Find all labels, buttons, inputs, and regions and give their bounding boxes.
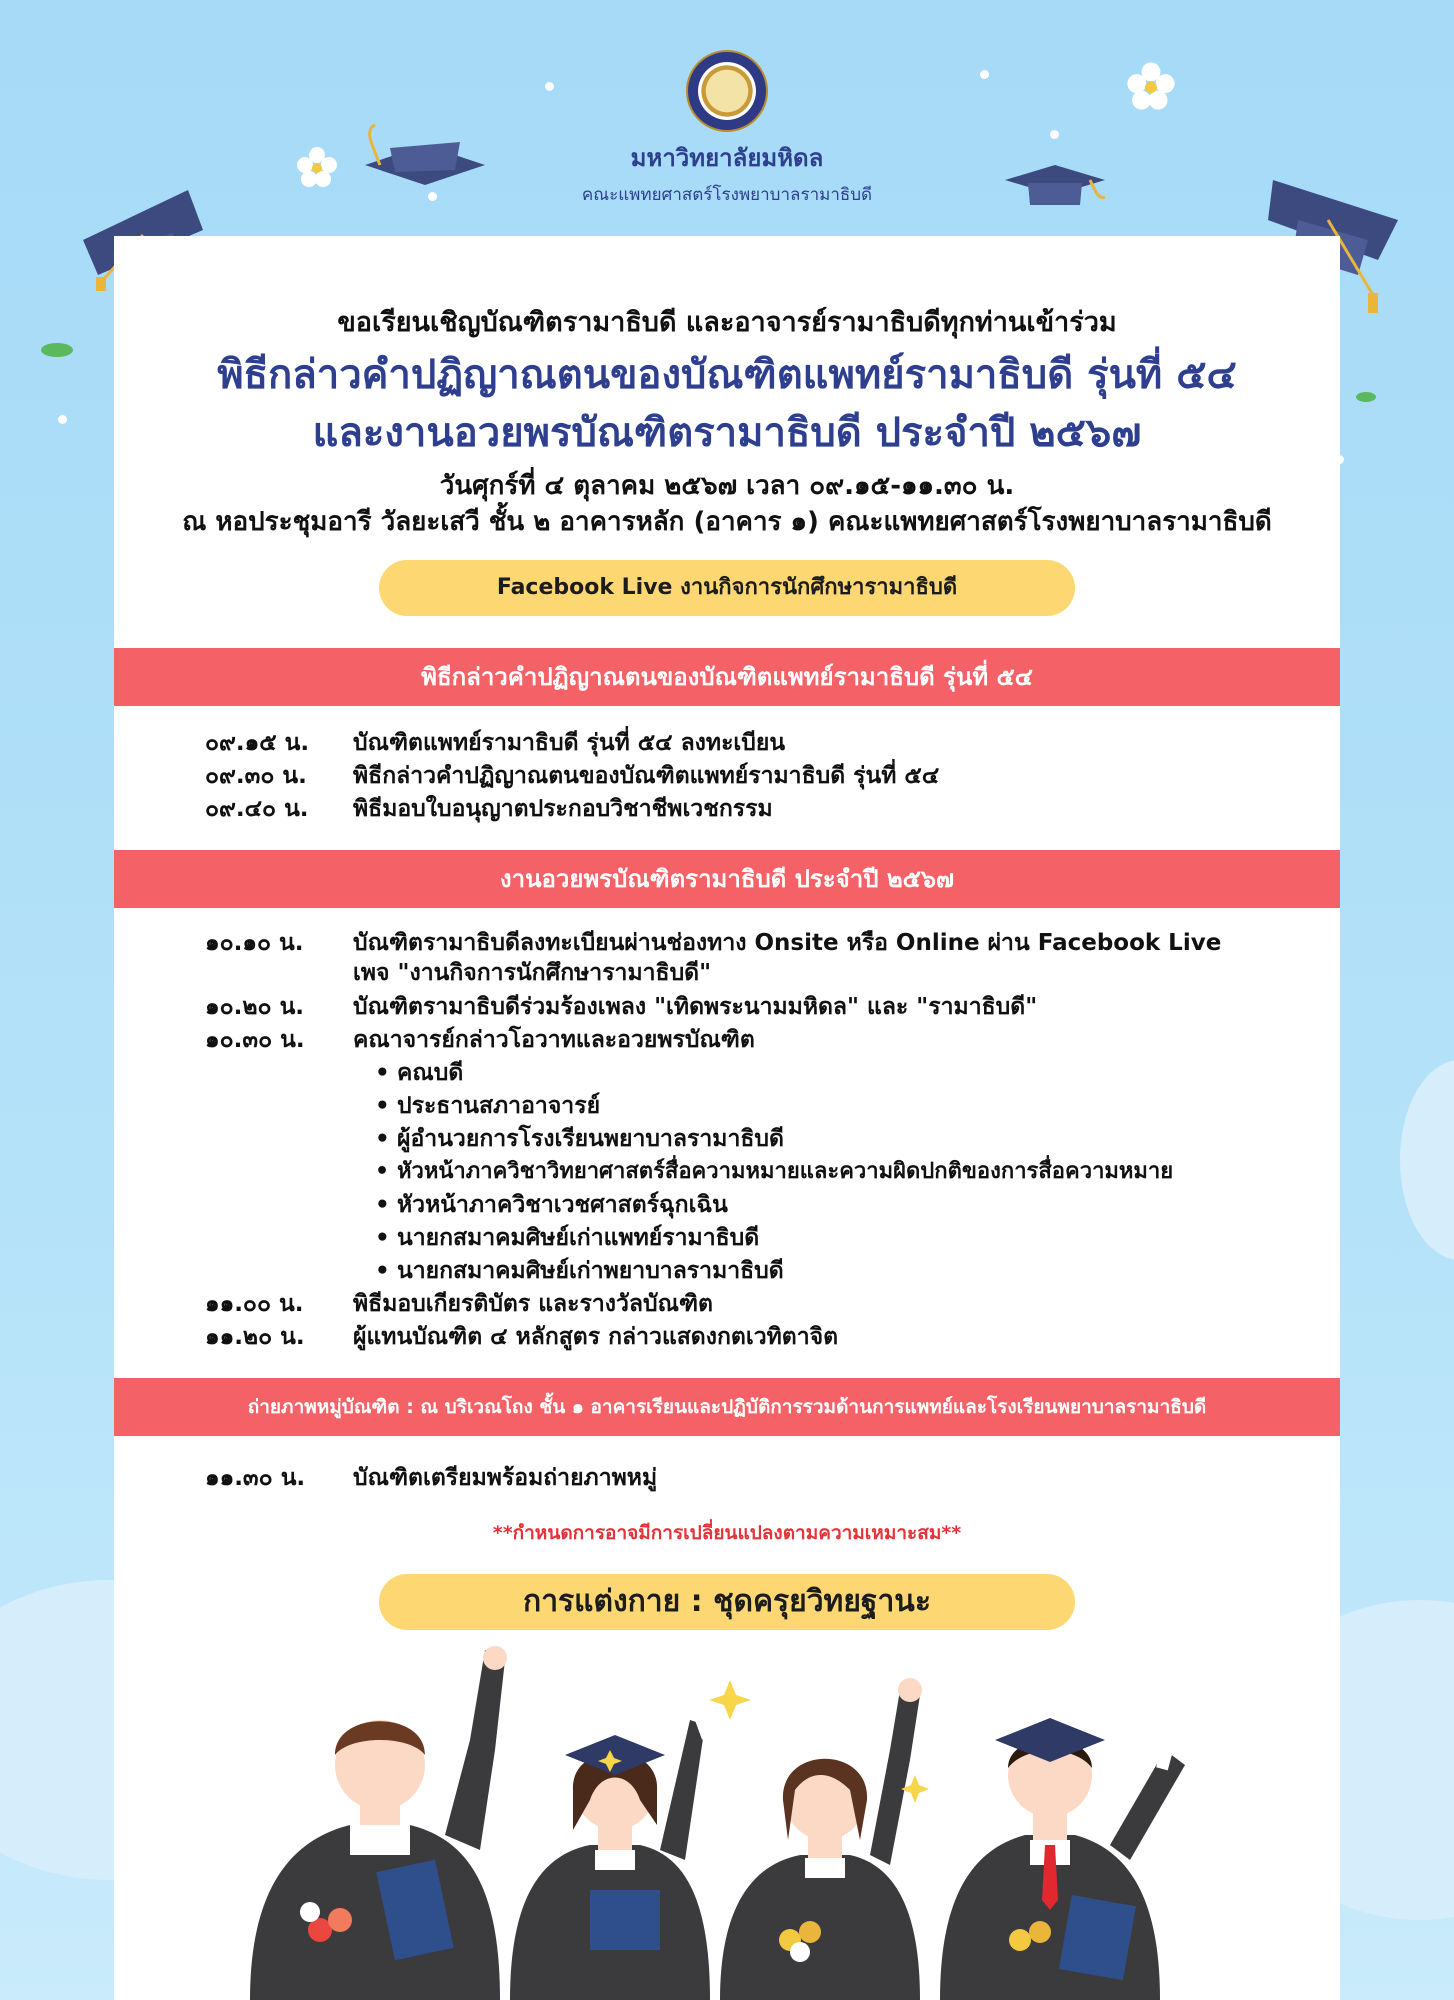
schedule-change-note: **กำหนดการอาจมีการเปลี่ยนแปลงตามความเหมาะสม** [492, 1522, 962, 1544]
speaker-item: • หัวหน้าภาควิชาเวชศาสตร์ฉุกเฉิน [397, 1190, 728, 1220]
graduate-figure [720, 1678, 922, 2000]
schedule-time: ๐๙.๓๐ น. [205, 763, 307, 789]
section-band: งานอวยพรบัณฑิตรามาธิบดี ประจำปี ๒๕๖๗ [114, 850, 1340, 908]
graduates-illustration [230, 1640, 1230, 2000]
title-line-2: และงานอวยพรบัณฑิตรามาธิบดี ประจำปี ๒๕๖๗ [312, 410, 1142, 456]
schedule-desc: พิธีมอบเกียรติบัตร และรางวัลบัณฑิต [353, 1291, 713, 1317]
university-name: มหาวิทยาลัยมหิดล [630, 144, 824, 172]
schedule-desc: พิธีกล่าวคำปฏิญาณตนของบัณฑิตแพทย์รามาธิบดี รุ่นที่ ๕๔ [353, 763, 940, 789]
schedule-time: ๑๐.๒๐ น. [205, 994, 305, 1020]
schedule-row [205, 1025, 1333, 1055]
event-venue: ณ หอประชุมอารี วัลยะเสวี ชั้น ๒ อาคารหลัก (อาคาร ๑) คณะแพทยศาสตร์โรงพยาบาลรามาธิบดี [182, 507, 1272, 537]
schedule-time: ๑๐.๑๐ น. [205, 930, 304, 956]
section-band: พิธีกล่าวคำปฏิญาณตนของบัณฑิตแพทย์รามาธิบดี รุ่นที่ ๕๔ [114, 648, 1340, 706]
schedule-desc: บัณฑิตเตรียมพร้อมถ่ายภาพหมู่ [353, 1465, 658, 1491]
schedule-desc: บัณฑิตรามาธิบดีร่วมร้องเพลง "เทิดพระนามมหิดล" และ "รามาธิบดี" [353, 994, 1038, 1020]
schedule-time: ๑๑.๐๐ น. [205, 1291, 304, 1317]
speaker-item: • คณบดี [397, 1058, 463, 1088]
schedule-desc: คณาจารย์กล่าวโอวาทและอวยพรบัณฑิต [353, 1027, 755, 1053]
schedule-row [205, 1289, 1333, 1319]
graduate-figure [940, 1700, 1186, 2000]
graduate-figure [250, 1646, 507, 2000]
facebook-live-pill: Facebook Live งานกิจการนักศึกษารามาธิบดี [379, 560, 1075, 616]
schedule-time: ๐๙.๔๐ น. [205, 796, 309, 822]
speaker-item: • ประธานสภาอาจารย์ [397, 1091, 600, 1121]
schedule-row [205, 794, 1333, 824]
schedule-time: ๐๙.๑๕ น. [205, 730, 310, 756]
header [0, 50, 1454, 208]
schedule-desc-continued: เพจ "งานกิจการนักศึกษารามาธิบดี" [353, 960, 712, 986]
speaker-item: • ผู้อำนวยการโรงเรียนพยาบาลรามาธิบดี [397, 1124, 784, 1154]
event-title [0, 346, 1454, 462]
schedule-desc: บัณฑิตรามาธิบดีลงทะเบียนผ่านช่องทาง Onsite หรือ Online ผ่าน Facebook Live [353, 930, 1222, 956]
schedule-row [205, 928, 1333, 988]
schedule-time: ๑๑.๓๐ น. [205, 1465, 306, 1491]
graduate-figure [510, 1660, 713, 2000]
university-seal-logo [686, 50, 768, 132]
speaker-item: • หัวหน้าภาควิชาวิทยาศาสตร์สื่อความหมายและความผิดปกติของการสื่อความหมาย [397, 1157, 1173, 1187]
schedule-row [205, 992, 1333, 1022]
schedule-row [205, 761, 1333, 791]
speaker-item: • นายกสมาคมศิษย์เก่าแพทย์รามาธิบดี [397, 1223, 759, 1253]
faculty-name: คณะแพทยศาสตร์โรงพยาบาลรามาธิบดี [581, 185, 873, 205]
event-date: วันศุกร์ที่ ๔ ตุลาคม ๒๕๖๗ เวลา ๐๙.๑๕-๑๑.๓๐ น. [439, 471, 1015, 501]
dress-code-pill: การแต่งกาย : ชุดครุยวิทยฐานะ [379, 1574, 1075, 1630]
schedule-time: ๑๐.๓๐ น. [205, 1027, 305, 1053]
section-band: ถ่ายภาพหมู่บัณฑิต : ณ บริเวณโถง ชั้น ๑ อาคารเรียนและปฏิบัติการรวมด้านการแพทย์และโรงเรียนพยาบาลรามาธิบดี [114, 1378, 1340, 1436]
schedule-desc: ผู้แทนบัณฑิต ๔ หลักสูตร กล่าวแสดงกตเวทิตาจิต [353, 1324, 839, 1350]
schedule-desc: บัณฑิตแพทย์รามาธิบดี รุ่นที่ ๕๔ ลงทะเบียน [353, 730, 786, 756]
schedule-time: ๑๑.๒๐ น. [205, 1324, 305, 1350]
invitation-text: ขอเรียนเชิญบัณฑิตรามาธิบดี และอาจารย์รามาธิบดีทุกท่านเข้าร่วม [337, 307, 1117, 338]
event-date-venue [0, 468, 1454, 540]
speaker-item: • นายกสมาคมศิษย์เก่าพยาบาลรามาธิบดี [397, 1256, 784, 1286]
schedule-row [205, 1463, 1333, 1493]
schedule-row [205, 1322, 1333, 1352]
schedule-desc: พิธีมอบใบอนุญาตประกอบวิชาชีพเวชกรรม [353, 796, 773, 822]
schedule-row [205, 728, 1333, 758]
title-line-1: พิธีกล่าวคำปฏิญาณตนของบัณฑิตแพทย์รามาธิบดี รุ่นที่ ๕๔ [217, 352, 1237, 398]
